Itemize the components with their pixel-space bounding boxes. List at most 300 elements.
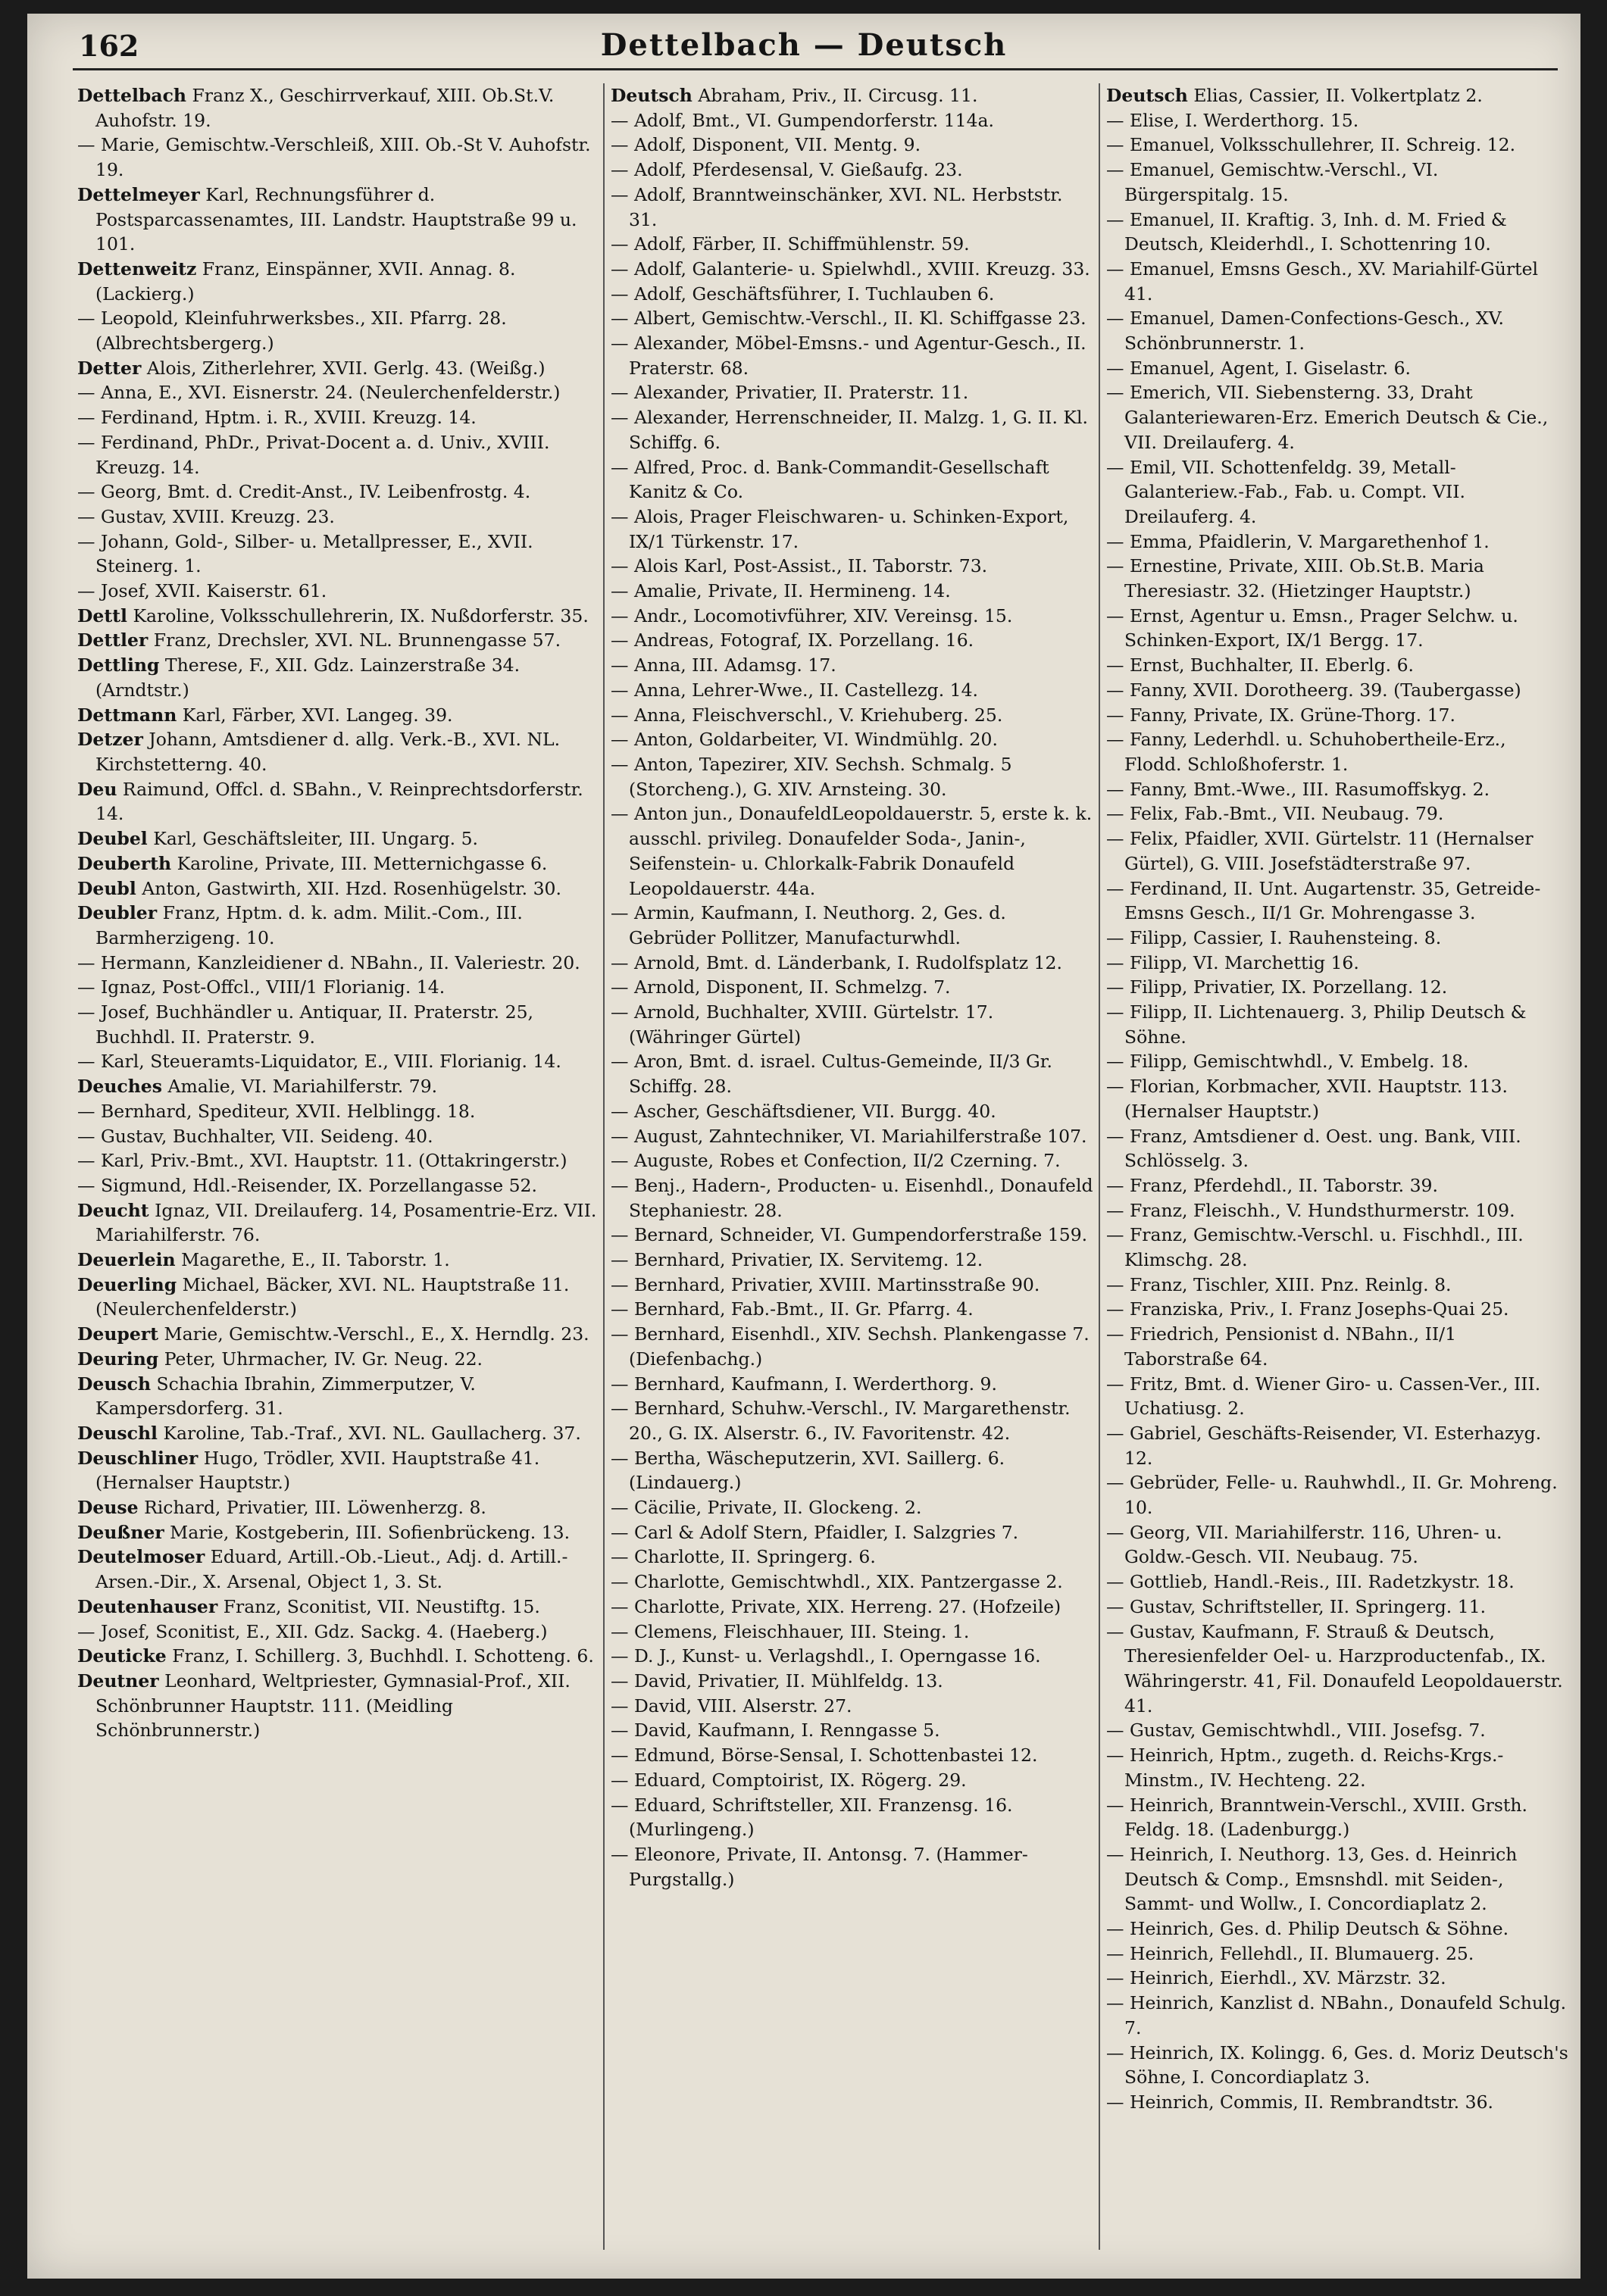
entry-headword: Deupert <box>77 1323 159 1345</box>
entry-text: — Fanny, Lederhdl. u. Schuhobertheile-Erz., Flodd. Schloßhoferstr. 1. <box>1106 729 1506 775</box>
directory-entry <box>77 901 600 950</box>
directory-entry <box>1106 1966 1568 1991</box>
entry-text: — Franz, Pferdehdl., II. Taborstr. 39. <box>1106 1174 1438 1196</box>
entry-text: — Gustav, Gemischtwhdl., VIII. Josefsg. 7. <box>1106 1720 1486 1742</box>
entry-text: Richard, Privatier, III. Löwenherzg. 8. <box>138 1497 486 1519</box>
entry-text: — Franz, Gemischtw.-Verschl. u. Fischhdl., III. Klimschg. 28. <box>1106 1224 1524 1271</box>
directory-entry <box>77 529 600 579</box>
directory-entry <box>611 1694 1096 1719</box>
directory-entry <box>611 1545 1096 1570</box>
entry-text: Abraham, Priv., II. Circusg. 11. <box>692 85 978 106</box>
entry-text: — Eduard, Schriftsteller, XII. Franzensg. 16. (Murlingeng.) <box>611 1794 1013 1841</box>
directory-entry <box>77 1124 600 1149</box>
directory-entry <box>1106 876 1568 926</box>
entry-text: — Felix, Fab.-Bmt., VII. Neubaug. 79. <box>1106 803 1444 825</box>
entry-text: — Charlotte, II. Springerg. 6. <box>611 1546 876 1568</box>
entry-text: — Emanuel, Damen-Confections-Gesch., XV. Schönbrunnerstr. 1. <box>1106 308 1504 355</box>
directory-entry <box>1106 1916 1568 1941</box>
directory-entry <box>1106 1470 1568 1520</box>
entry-text: — Josef, Buchhändler u. Antiquar, II. Praterstr. 25, Buchhdl. II. Praterstr. 9. <box>77 1001 533 1048</box>
directory-entry <box>77 1074 600 1099</box>
entry-text: — Ferdinand, II. Unt. Augartenstr. 35, Getreide-Emsns Gesch., II/1 Gr. Mohrengasse 3. <box>1106 877 1541 924</box>
entry-text: Karoline, Volksschullehrerin, IX. Nußdorferstr. 35. <box>127 604 589 626</box>
entry-headword: Deußner <box>77 1521 164 1543</box>
entry-text: — Adolf, Bmt., VI. Gumpendorferstr. 114a. <box>611 109 995 131</box>
directory-entry <box>611 83 1096 108</box>
entry-headword: Deubl <box>77 877 136 899</box>
directory-entry <box>611 1793 1096 1842</box>
directory-entry <box>1106 1421 1568 1470</box>
entry-text: — August, Zahntechniker, VI. Mariahilferstraße 107. <box>611 1125 1087 1147</box>
entry-text: Marie, Gemischtw.-Verschl., E., X. Herndlg. 23. <box>158 1323 589 1345</box>
entry-text: — Adolf, Färber, II. Schiffmühlenstr. 59. <box>611 233 970 255</box>
entry-text: Franz X., Geschirrverkauf, XIII. Ob.St.V. Auhofstr. 19. <box>95 85 555 131</box>
entry-text: — Heinrich, Kanzlist d. NBahn., Donaufeld Schulg. 7. <box>1106 1992 1567 2038</box>
entry-text: — Elise, I. Werderthorg. 15. <box>1106 109 1359 131</box>
directory-entry <box>1106 1322 1568 1371</box>
directory-entry <box>611 1000 1096 1049</box>
directory-entry <box>77 1099 600 1124</box>
entry-text: — Auguste, Robes et Confection, II/2 Czerning. 7. <box>611 1150 1061 1172</box>
entry-text: — Leopold, Kleinfuhrwerksbes., XII. Pfarrg. 28. (Albrechtsbergerg.) <box>77 308 507 355</box>
entry-text: — Emil, VII. Schottenfeldg. 39, Metall-Galanteriew.-Fab., Fab. u. Compt. VII. Dreilauferg. 4. <box>1106 456 1465 527</box>
entry-text: — Armin, Kaufmann, I. Neuthorg. 2, Ges. d. Gebrüder Pollitzer, Manufacturwhdl. <box>611 902 1006 948</box>
directory-column-2 <box>611 83 1096 2265</box>
directory-entry <box>611 628 1096 653</box>
entry-text: — Karl, Steueramts-Liquidator, E., VIII. Florianig. 14. <box>77 1051 561 1073</box>
entry-text: — Alexander, Herrenschneider, II. Malzg. 1, G. II. Kl. Schiffg. 6. <box>611 407 1088 453</box>
entry-text: — Charlotte, Gemischtwhdl., XIX. Pantzergasse 2. <box>611 1571 1063 1593</box>
entry-text: — Bertha, Wäscheputzerin, XVI. Saillerg. 6. (Lindauerg.) <box>611 1447 1005 1494</box>
entry-text: — Adolf, Branntweinschänker, XVI. NL. Herbststr. 31. <box>611 183 1063 230</box>
directory-entry <box>1106 1842 1568 1916</box>
entry-headword: Deucht <box>77 1199 149 1221</box>
directory-entry <box>1106 108 1568 133</box>
directory-entry <box>77 480 600 504</box>
directory-entry <box>1106 2041 1568 2090</box>
entry-text: — D. J., Kunst- u. Verlagshdl., I. Operngasse 16. <box>611 1645 1041 1667</box>
entry-text: — David, VIII. Alserstr. 27. <box>611 1695 852 1717</box>
entry-text: — Alexander, Möbel-Emsns.- und Agentur-Gesch., II. Praterstr. 68. <box>611 333 1086 379</box>
directory-entry <box>611 1842 1096 1891</box>
directory-entry <box>77 405 600 430</box>
directory-entry <box>77 826 600 851</box>
entry-headword: Deuschliner <box>77 1447 199 1469</box>
directory-entry <box>611 1396 1096 1445</box>
entry-text: Hugo, Trödler, XVII. Hauptstraße 41. (Hernalser Hauptstr.) <box>95 1447 540 1494</box>
directory-entry <box>77 1049 600 1074</box>
entry-headword: Deuring <box>77 1348 159 1370</box>
directory-entry <box>1106 653 1568 678</box>
entry-text: — Gustav, Buchhalter, VII. Seideng. 40. <box>77 1125 433 1147</box>
directory-entry <box>611 232 1096 257</box>
entry-text: Schachia Ibrahin, Zimmerputzer, V. Kampersdorferg. 31. <box>95 1373 476 1420</box>
directory-entry <box>611 975 1096 1000</box>
directory-entry <box>77 83 600 133</box>
entry-text: Johann, Amtsdiener d. allg. Verk.-B., XVI. NL. Kirchstetterng. 40. <box>95 729 561 775</box>
entry-text: — Gustav, Schriftsteller, II. Springerg. 11. <box>1106 1595 1487 1617</box>
directory-entry <box>611 1768 1096 1793</box>
directory-entry <box>1106 926 1568 951</box>
entry-text: — Bernhard, Eisenhdl., XIV. Sechsh. Plankengasse 7. (Diefenbachg.) <box>611 1323 1090 1370</box>
entry-text: — Josef, XVII. Kaiserstr. 61. <box>77 580 327 602</box>
directory-entry <box>611 1644 1096 1669</box>
entry-text: — Arnold, Disponent, II. Schmelzg. 7. <box>611 976 951 998</box>
entry-headword: Deuschl <box>77 1422 158 1444</box>
directory-entry <box>77 1273 600 1322</box>
entry-text: — Franziska, Priv., I. Franz Josephs-Quai 25. <box>1106 1298 1509 1320</box>
entry-text: — Albert, Gemischtw.-Verschl., II. Kl. Schiffgasse 23. <box>611 308 1086 330</box>
directory-entry <box>77 133 600 182</box>
entry-text: Karl, Färber, XVI. Langeg. 39. <box>177 704 453 726</box>
entry-text: — Fanny, Private, IX. Grüne-Thorg. 17. <box>1106 704 1455 726</box>
directory-entry <box>1106 1520 1568 1570</box>
entry-text: — Bernhard, Fab.-Bmt., II. Gr. Pfarrg. 4. <box>611 1298 974 1320</box>
directory-entry <box>611 108 1096 133</box>
directory-entry <box>611 579 1096 604</box>
directory-entry <box>1106 703 1568 728</box>
entry-text: — Johann, Gold-, Silber- u. Metallpresser, E., XVII. Steinerg. 1. <box>77 530 533 577</box>
entry-text: — Ernst, Buchhalter, II. Eberlg. 6. <box>1106 654 1415 676</box>
entry-headword: Detter <box>77 357 142 379</box>
entry-text: — Anna, III. Adamsg. 17. <box>611 654 836 676</box>
entry-headword: Deubel <box>77 828 148 850</box>
directory-entry <box>77 1248 600 1273</box>
entry-text: Anton, Gastwirth, XII. Hzd. Rosenhügelstr. 30. <box>136 877 561 899</box>
directory-entry <box>1106 554 1568 603</box>
entry-text: Franz, Einspänner, XVII. Annag. 8. (Lackierg.) <box>95 258 516 305</box>
entry-text: — Filipp, VI. Marchettig 16. <box>1106 951 1359 973</box>
directory-entry <box>77 703 600 728</box>
entry-headword: Detzer <box>77 729 143 751</box>
directory-entry <box>611 678 1096 703</box>
directory-entry <box>77 876 600 901</box>
entry-text: — Ferdinand, PhDr., Privat-Docent a. d. Univ., XVIII. Kreuzg. 14. <box>77 431 550 478</box>
directory-entry <box>77 628 600 653</box>
entry-text: — Anton, Tapezirer, XIV. Sechsh. Schmalg. 5 (Storcheng.), G. XIV. Arnsteing. 30. <box>611 753 1012 800</box>
entry-text: Karl, Geschäftsleiter, III. Ungarg. 5. <box>147 828 479 850</box>
entry-text: — Bernhard, Spediteur, XVII. Helblingg. 18. <box>77 1100 476 1122</box>
entry-text: — Emanuel, II. Kraftig. 3, Inh. d. M. Fried & Deutsch, Kleiderhdl., I. Schottenring 10. <box>1106 208 1507 255</box>
entry-text: — Franz, Tischler, XIII. Pnz. Reinlg. 8. <box>1106 1273 1452 1295</box>
directory-entry <box>1106 1074 1568 1123</box>
entry-text: — Emerich, VII. Siebensterng. 33, Draht Galanteriewaren-Erz. Emerich Deutsch & Cie., VII. Dreilauferg. 4. <box>1106 382 1549 453</box>
directory-entry <box>611 380 1096 405</box>
entry-text: — Fanny, XVII. Dorotheerg. 39. (Taubergasse) <box>1106 679 1521 701</box>
entry-text: — Marie, Gemischtw.-Verschleiß, XIII. Ob.-St V. Auhofstr. 19. <box>77 134 591 181</box>
entry-text: — Carl & Adolf Stern, Pfaidler, I. Salzgries 7. <box>611 1521 1019 1543</box>
directory-entry <box>1106 975 1568 1000</box>
entry-headword: Dettling <box>77 654 160 676</box>
directory-entry <box>77 851 600 876</box>
directory-entry <box>77 727 600 776</box>
directory-entry <box>77 1173 600 1198</box>
directory-entry <box>1106 529 1568 554</box>
directory-entry <box>611 951 1096 976</box>
directory-entry <box>611 1718 1096 1743</box>
directory-entry <box>77 975 600 1000</box>
directory-entry <box>1106 1941 1568 1966</box>
directory-entry <box>77 777 600 826</box>
entry-text: — Franz, Fleischh., V. Hundsthurmerstr. 109. <box>1106 1199 1515 1221</box>
directory-entry <box>1106 1198 1568 1223</box>
entry-headword: Deutsch <box>611 85 693 106</box>
entry-text: — Josef, Sconitist, E., XII. Gdz. Sackg. 4. (Haeberg.) <box>77 1620 548 1642</box>
entry-text: — Ernst, Agentur u. Emsn., Prager Selchw. u. Schinken-Export, IX/1 Bergg. 17. <box>1106 604 1518 651</box>
entry-headword: Dettelbach <box>77 85 186 106</box>
directory-entry <box>1106 1000 1568 1049</box>
entry-text: — Emanuel, Emsns Gesch., XV. Mariahilf-Gürtel 41. <box>1106 258 1539 305</box>
entry-text: — Felix, Pfaidler, XVII. Gürtelstr. 11 (Hernalser Gürtel), G. VIII. Josefstädterstraße 97. <box>1106 828 1534 874</box>
entry-text: — Gebrüder, Felle- u. Rauhwhdl., II. Gr. Mohreng. 10. <box>1106 1472 1558 1519</box>
entry-text: — Anna, E., XVI. Eisnerstr. 24. (Neulerchenfelderstr.) <box>77 382 561 404</box>
entry-text: — Hermann, Kanzleidiener d. NBahn., II. Valeriestr. 20. <box>77 951 580 973</box>
entry-text: — Gustav, Kaufmann, F. Strauß & Deutsch, Theresienfelder Oel- u. Harzproductenfab., IX. Währingerstr. 41, Fil. Donaufeld Leopoldauerstr. 41. <box>1106 1620 1563 1717</box>
entry-text: — Gabriel, Geschäfts-Reisender, VI. Esterhazyg. 12. <box>1106 1422 1542 1469</box>
entry-text: Magarethe, E., II. Taborstr. 1. <box>175 1249 450 1271</box>
directory-entry <box>611 1495 1096 1520</box>
directory-entry <box>77 1495 600 1520</box>
entry-text: — Anton, Goldarbeiter, VI. Windmühlg. 20. <box>611 729 998 751</box>
entry-headword: Deuticke <box>77 1645 167 1667</box>
directory-entry <box>611 801 1096 901</box>
directory-entry <box>1106 1595 1568 1620</box>
entry-text: — Heinrich, Fellehdl., II. Blumauerg. 25. <box>1106 1942 1474 1964</box>
entry-text: — Friedrich, Pensionist d. NBahn., II/1 Taborstraße 64. <box>1106 1323 1457 1370</box>
entry-text: — Filipp, Privatier, IX. Porzellang. 12. <box>1106 976 1448 998</box>
directory-entry <box>1106 2090 1568 2115</box>
entry-text: — Adolf, Galanterie- u. Spielwhdl., XVIII. Kreuzg. 33. <box>611 258 1090 280</box>
directory-entry <box>77 1545 600 1594</box>
directory-entry <box>77 306 600 355</box>
entry-headword: Deuerlein <box>77 1249 176 1271</box>
entry-text: Karoline, Private, III. Metternichgasse 6. <box>171 852 548 874</box>
entry-text: Michael, Bäcker, XVI. NL. Hauptstraße 11. (Neulerchenfelderstr.) <box>95 1273 570 1320</box>
entry-text: — Ferdinand, Hptm. i. R., XVIII. Kreuzg. 14. <box>77 407 477 429</box>
directory-entry <box>1106 1743 1568 1792</box>
entry-text: Franz, I. Schillerg. 3, Buchhdl. I. Schotteng. 6. <box>166 1645 594 1667</box>
entry-text: Franz, Hptm. d. k. adm. Milit.-Com., III. Barmherzigeng. 10. <box>95 902 523 948</box>
entry-text: — Adolf, Geschäftsführer, I. Tuchlauben 6. <box>611 283 995 305</box>
entry-headword: Dettelmeyer <box>77 183 200 205</box>
directory-entry <box>1106 83 1568 108</box>
entry-text: — Emma, Pfaidlerin, V. Margarethenhof 1. <box>1106 530 1490 552</box>
entry-text: — Heinrich, Commis, II. Rembrandtstr. 36. <box>1106 2091 1493 2113</box>
entry-headword: Deusch <box>77 1373 152 1395</box>
entry-text: — Adolf, Pferdesensal, V. Gießaufg. 23. <box>611 159 963 181</box>
entry-text: — Heinrich, Hptm., zugeth. d. Reichs-Krgs.-Minstm., IV. Hechteng. 22. <box>1106 1745 1504 1791</box>
directory-entry <box>611 1297 1096 1322</box>
entry-text: Franz, Sconitist, VII. Neustiftg. 15. <box>217 1595 540 1617</box>
entry-text: — Anna, Fleischverschl., V. Kriehuberg. 25. <box>611 704 1003 726</box>
entry-text: Raimund, Offcl. d. SBahn., V. Reinprechtsdorferstr. 14. <box>95 778 583 825</box>
directory-entry <box>1106 826 1568 876</box>
directory-entry <box>77 1595 600 1620</box>
entry-text: — Clemens, Fleischhauer, III. Steing. 1. <box>611 1620 970 1642</box>
entry-text: — Heinrich, Eierhdl., XV. Märzstr. 32. <box>1106 1967 1446 1989</box>
entry-headword: Deubler <box>77 902 158 924</box>
entry-text: — Fanny, Bmt.-Wwe., III. Rasumoffskyg. 2. <box>1106 778 1490 800</box>
directory-entry <box>1106 380 1568 455</box>
entry-text: — Emanuel, Agent, I. Giselastr. 6. <box>1106 357 1412 379</box>
entry-text: — Filipp, Gemischtwhdl., V. Embelg. 18. <box>1106 1051 1469 1073</box>
directory-entry <box>611 1148 1096 1173</box>
directory-entry <box>1106 1793 1568 1842</box>
directory-entry <box>77 183 600 257</box>
directory-entry <box>611 1743 1096 1768</box>
directory-entry <box>1106 356 1568 381</box>
entry-text: — Bernhard, Privatier, XVIII. Martinsstraße 90. <box>611 1273 1040 1295</box>
directory-entry <box>611 306 1096 331</box>
directory-entry <box>77 504 600 529</box>
entry-text: — Eduard, Comptoirist, IX. Rögerg. 29. <box>611 1769 967 1791</box>
directory-entry <box>611 752 1096 801</box>
entry-text: — Edmund, Börse-Sensal, I. Schottenbastei 12. <box>611 1745 1038 1767</box>
directory-entry <box>611 1049 1096 1098</box>
entry-headword: Deutner <box>77 1670 159 1692</box>
entry-text: — Alois, Prager Fleischwaren- u. Schinken-Export, IX/1 Türkenstr. 17. <box>611 505 1069 552</box>
directory-entry <box>611 504 1096 554</box>
directory-entry <box>611 1595 1096 1620</box>
entry-text: — Benj., Hadern-, Producten- u. Eisenhdl., Donaufeld Stephaniestr. 28. <box>611 1174 1093 1221</box>
entry-text: — Sigmund, Hdl.-Reisender, IX. Porzellangasse 52. <box>77 1174 537 1196</box>
entry-text: Leonhard, Weltpriester, Gymnasial-Prof., XII. Schönbrunner Hauptstr. 111. (Meidling Schönbrunnerstr.) <box>95 1670 571 1742</box>
directory-entry <box>1106 1049 1568 1074</box>
entry-text: — Bernhard, Privatier, IX. Servitemg. 12. <box>611 1249 983 1271</box>
entry-text: — Franz, Amtsdiener d. Oest. ung. Bank, VIII. Schlösselg. 3. <box>1106 1125 1521 1172</box>
page-header <box>27 14 1580 74</box>
directory-entry <box>77 1198 600 1248</box>
directory-entry <box>611 1273 1096 1298</box>
directory-entry <box>1106 1124 1568 1173</box>
entry-text: — Arnold, Bmt. d. Länderbank, I. Rudolfsplatz 12. <box>611 951 1062 973</box>
header-rule <box>73 68 1558 70</box>
entry-text: — David, Kaufmann, I. Renngasse 5. <box>611 1720 940 1742</box>
entry-headword: Deutelmoser <box>77 1546 205 1568</box>
directory-entry <box>611 727 1096 752</box>
entry-text: — Bernhard, Schuhw.-Verschl., IV. Margarethenstr. 20., G. IX. Alserstr. 6., IV. Favoritenstr. 42. <box>611 1398 1071 1444</box>
entry-text: — Gustav, XVIII. Kreuzg. 23. <box>77 505 335 527</box>
directory-entry <box>1106 455 1568 529</box>
directory-entry <box>1106 801 1568 826</box>
entry-headword: Deutsch <box>1106 85 1188 106</box>
directory-entry <box>1106 1620 1568 1719</box>
directory-entry <box>77 1446 600 1495</box>
entry-text: — Charlotte, Private, XIX. Herreng. 27. (Hofzeile) <box>611 1595 1061 1617</box>
directory-entry <box>1106 306 1568 355</box>
directory-entry <box>611 282 1096 307</box>
directory-entry <box>77 380 600 405</box>
entry-text: — Emanuel, Gemischtw.-Verschl., VI. Bürgerspitalg. 15. <box>1106 159 1439 205</box>
column-divider <box>603 83 605 2250</box>
entry-text: — Bernard, Schneider, VI. Gumpendorferstraße 159. <box>611 1224 1088 1246</box>
entry-text: — Alfred, Proc. d. Bank-Commandit-Gesellschaft Kanitz & Co. <box>611 456 1049 503</box>
entry-text: — Heinrich, I. Neuthorg. 13, Ges. d. Heinrich Deutsch & Comp., Emsnshdl. mit Seiden-, Sammt- und Wollw., I. Concordiaplatz 2. <box>1106 1843 1518 1915</box>
directory-entry <box>77 1669 600 1743</box>
entry-text: Eduard, Artill.-Ob.-Lieut., Adj. d. Artill.-Arsen.-Dir., X. Arsenal, Object 1, 3. St. <box>95 1546 568 1593</box>
directory-entry <box>1106 727 1568 776</box>
directory-entry <box>611 1520 1096 1545</box>
entry-text: — Adolf, Disponent, VII. Mentg. 9. <box>611 134 921 156</box>
entry-text: Karoline, Tab.-Traf., XVI. NL. Gaullacherg. 37. <box>157 1422 581 1444</box>
directory-entry <box>1106 1372 1568 1421</box>
directory-entry <box>1106 1718 1568 1743</box>
directory-entry <box>1106 257 1568 306</box>
directory-entry <box>77 1000 600 1049</box>
entry-text: — Florian, Korbmacher, XVII. Hauptstr. 113. (Hernalser Hauptstr.) <box>1106 1076 1508 1122</box>
directory-entry <box>611 653 1096 678</box>
running-title: Dettelbach — Deutsch <box>600 27 1008 63</box>
directory-entry <box>611 604 1096 629</box>
directory-entry <box>1106 604 1568 653</box>
directory-entry <box>611 257 1096 282</box>
directory-entry <box>1106 1570 1568 1595</box>
entry-text: — Anton jun., DonaufeldLeopoldauerstr. 5, erste k. k. ausschl. privileg. Donaufelder Soda-, Janin-, Seifenstein- u. Chlorkalk-Fabrik Donaufeld Leopoldauerstr. 44a. <box>611 803 1093 899</box>
directory-entry <box>1106 208 1568 257</box>
entry-text: — Karl, Priv.-Bmt., XVI. Hauptstr. 11. (Ottakringerstr.) <box>77 1150 567 1172</box>
directory-entry <box>77 1644 600 1669</box>
entry-text: Therese, F., XII. Gdz. Lainzerstraße 34. (Arndtstr.) <box>95 654 521 701</box>
entry-text: — Cäcilie, Private, II. Glockeng. 2. <box>611 1497 922 1519</box>
directory-entry <box>611 1173 1096 1223</box>
entry-text: — Anna, Lehrer-Wwe., II. Castellezg. 14. <box>611 679 979 701</box>
entry-text: Alois, Zitherlehrer, XVII. Gerlg. 43. (Weißg.) <box>141 357 546 379</box>
directory-entry <box>611 901 1096 950</box>
entry-text: — David, Privatier, II. Mühlfeldg. 13. <box>611 1670 943 1692</box>
entry-text: — Alois Karl, Post-Assist., II. Taborstr. 73. <box>611 555 988 577</box>
entry-text: — Heinrich, Branntwein-Verschl., XVIII. Grsth. Feldg. 18. (Ladenburgg.) <box>1106 1794 1527 1841</box>
directory-entry <box>611 133 1096 158</box>
entry-text: — Emanuel, Volksschullehrer, II. Schreig. 12. <box>1106 134 1516 156</box>
entry-text: Ignaz, VII. Dreilauferg. 14, Posamentrie-Erz. VII. Mariahilferstr. 76. <box>95 1199 597 1246</box>
entry-text: — Filipp, Cassier, I. Rauhensteing. 8. <box>1106 926 1442 948</box>
directory-entry <box>77 1421 600 1446</box>
entry-headword: Deutenhauser <box>77 1595 218 1617</box>
directory-entry <box>77 1148 600 1173</box>
directory-entry <box>77 653 600 702</box>
directory-entry <box>77 1322 600 1347</box>
directory-entry <box>611 158 1096 183</box>
entry-text: — Georg, Bmt. d. Credit-Anst., IV. Leibenfrostg. 4. <box>77 481 531 503</box>
directory-entry <box>77 356 600 381</box>
entry-text: Karl, Rechnungsführer d. Postsparcassenamtes, III. Landstr. Hauptstraße 99 u. 101. <box>95 183 577 255</box>
directory-entry <box>611 183 1096 232</box>
entry-text: — Ascher, Geschäftsdiener, VII. Burgg. 40. <box>611 1100 996 1122</box>
directory-entry <box>77 604 600 629</box>
entry-text: — Ernestine, Private, XIII. Ob.St.B. Maria Theresiastr. 32. (Hietzinger Hauptstr.) <box>1106 555 1484 602</box>
entry-text: Peter, Uhrmacher, IV. Gr. Neug. 22. <box>158 1348 483 1370</box>
entry-text: — Eleonore, Private, II. Antonsg. 7. (Hammer-Purgstallg.) <box>611 1843 1028 1890</box>
directory-entry <box>1106 678 1568 703</box>
entry-text: — Aron, Bmt. d. israel. Cultus-Gemeinde, II/3 Gr. Schiffg. 28. <box>611 1051 1052 1098</box>
entry-headword: Deuches <box>77 1076 162 1098</box>
entry-headword: Deuse <box>77 1497 139 1519</box>
directory-entry <box>611 1223 1096 1248</box>
entry-text: Elias, Cassier, II. Volkertplatz 2. <box>1187 85 1483 106</box>
directory-entry <box>611 1446 1096 1495</box>
directory-entry <box>611 1570 1096 1595</box>
entry-headword: Deuerling <box>77 1273 177 1295</box>
entry-text: — Georg, VII. Mariahilferstr. 116, Uhren- u. Goldw.-Gesch. VII. Neubaug. 75. <box>1106 1521 1502 1568</box>
entry-text: Franz, Drechsler, XVI. NL. Brunnengasse 57. <box>148 629 561 651</box>
directory-entry <box>77 430 600 480</box>
directory-entry <box>77 579 600 604</box>
directory-entry <box>611 405 1096 455</box>
directory-entry <box>1106 1223 1568 1272</box>
column-divider <box>1099 83 1100 2250</box>
entry-text: — Alexander, Privatier, II. Praterstr. 11. <box>611 382 969 404</box>
entry-headword: Dettl <box>77 604 127 626</box>
